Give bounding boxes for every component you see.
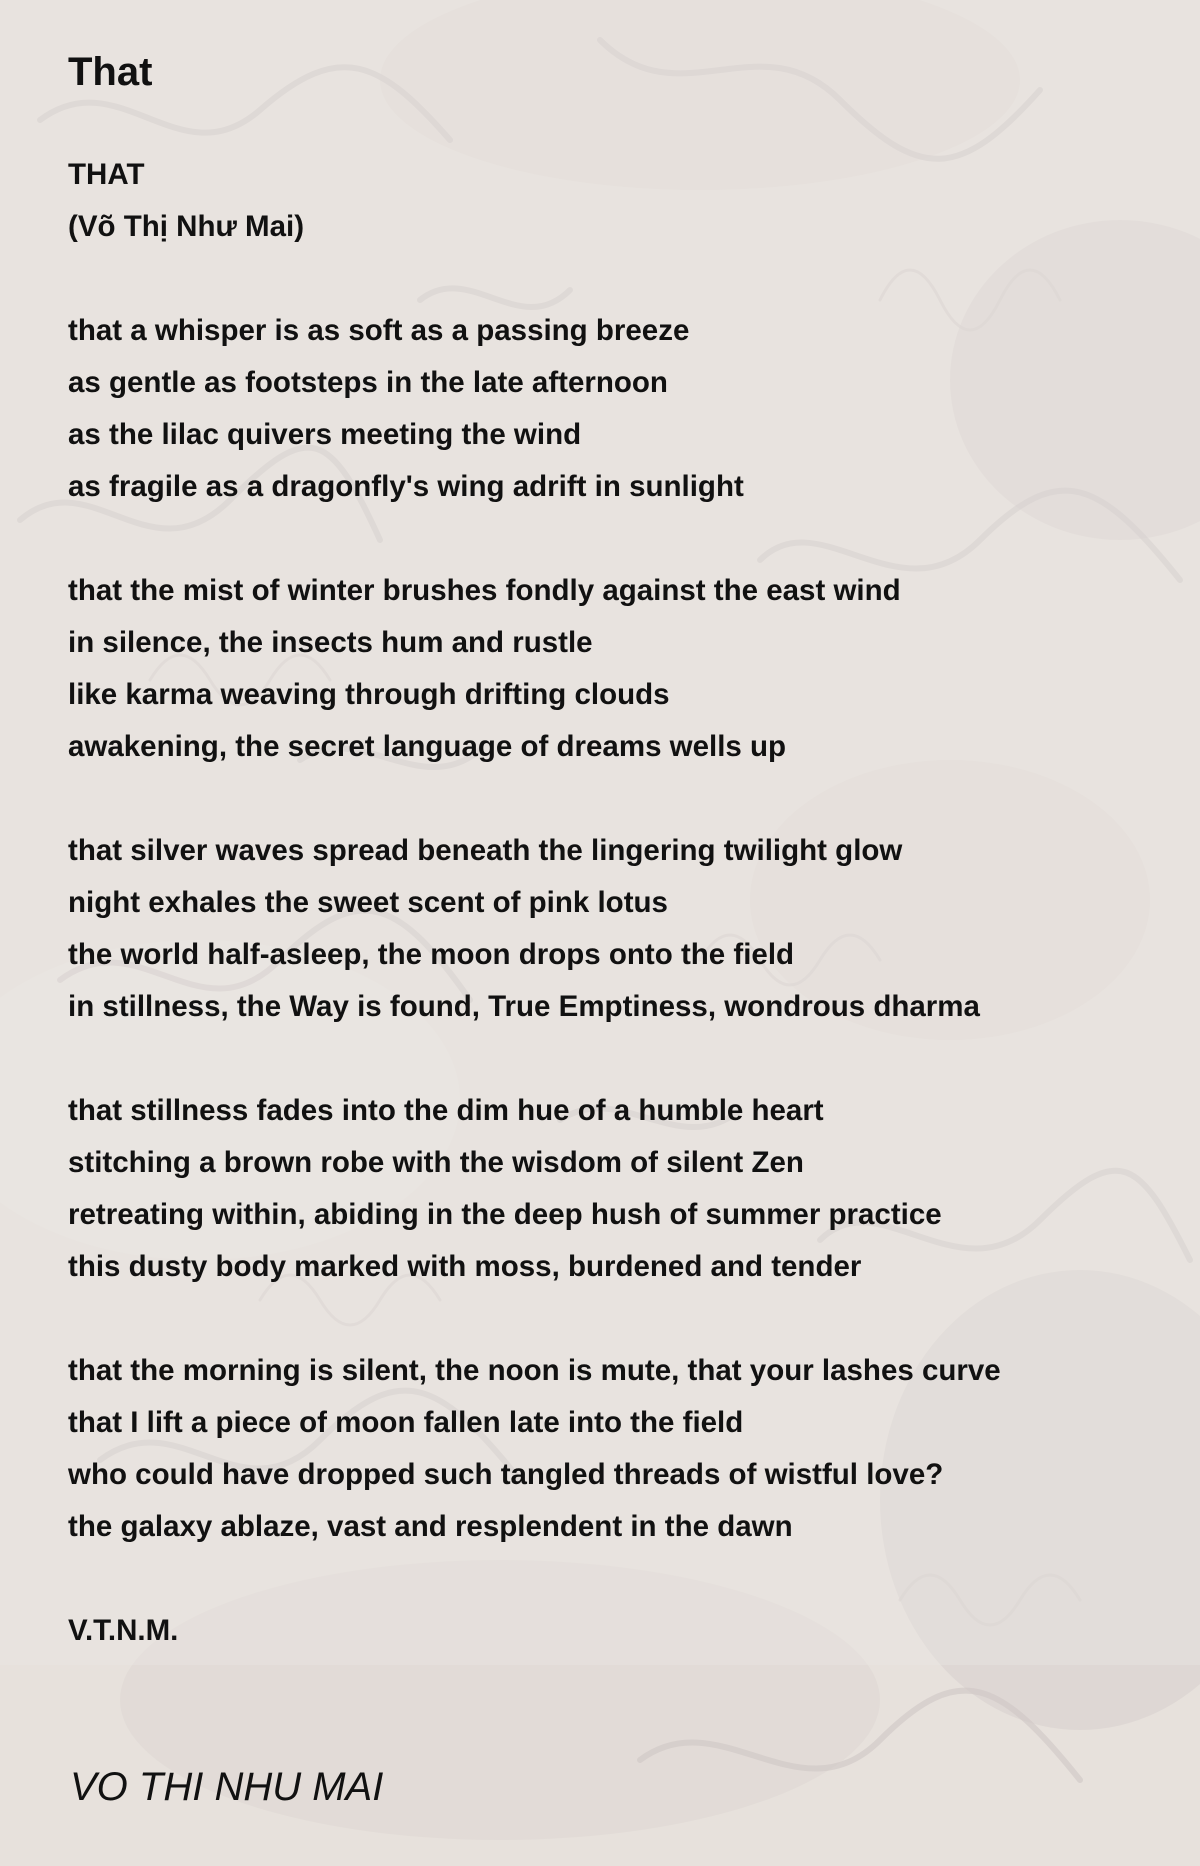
poem-line: stitching a brown robe with the wisdom of silent Zen xyxy=(68,1146,804,1179)
poem-line: the galaxy ablaze, vast and resplendent in the dawn xyxy=(68,1510,793,1543)
poem-body xyxy=(68,149,1168,1657)
poem-line: night exhales the sweet scent of pink lotus xyxy=(68,886,668,919)
poem-line: that a whisper is as soft as a passing breeze xyxy=(68,314,690,347)
poem-line: like karma weaving through drifting clouds xyxy=(68,678,670,711)
poem-line: who could have dropped such tangled threads of wistful love? xyxy=(68,1458,944,1491)
poem-line: that stillness fades into the dim hue of a humble heart xyxy=(68,1094,824,1127)
stanza-1 xyxy=(68,305,1168,513)
poem-line: as fragile as a dragonfly's wing adrift in sunlight xyxy=(68,470,744,503)
poem-header: THAT xyxy=(68,158,145,191)
stanza-5 xyxy=(68,1345,1168,1553)
poem-title: That xyxy=(68,50,153,94)
poem-line: as the lilac quivers meeting the wind xyxy=(68,418,582,451)
author-name: VO THI NHU MAI xyxy=(70,1765,384,1809)
poem-signature: V.T.N.M. xyxy=(68,1614,179,1647)
poem-line: retreating within, abiding in the deep hush of summer practice xyxy=(68,1198,942,1231)
poem-line: that the mist of winter brushes fondly against the east wind xyxy=(68,574,901,607)
poem-line: as gentle as footsteps in the late afternoon xyxy=(68,366,668,399)
poem-byline: (Võ Thị Như Mai) xyxy=(68,210,305,243)
poem-line: in silence, the insects hum and rustle xyxy=(68,626,593,659)
stanza-3 xyxy=(68,825,1168,1033)
poem-line: this dusty body marked with moss, burdened and tender xyxy=(68,1250,862,1283)
poem-line: that silver waves spread beneath the lingering twilight glow xyxy=(68,834,903,867)
poem-line: that the morning is silent, the noon is mute, that your lashes curve xyxy=(68,1354,1001,1387)
stanza-4 xyxy=(68,1085,1168,1293)
poem-line: in stillness, the Way is found, True Emptiness, wondrous dharma xyxy=(68,990,980,1023)
poem-line: awakening, the secret language of dreams wells up xyxy=(68,730,787,763)
poem-line: that I lift a piece of moon fallen late into the field xyxy=(68,1406,744,1439)
stanza-2 xyxy=(68,565,1168,773)
poem-line: the world half-asleep, the moon drops onto the field xyxy=(68,938,795,971)
